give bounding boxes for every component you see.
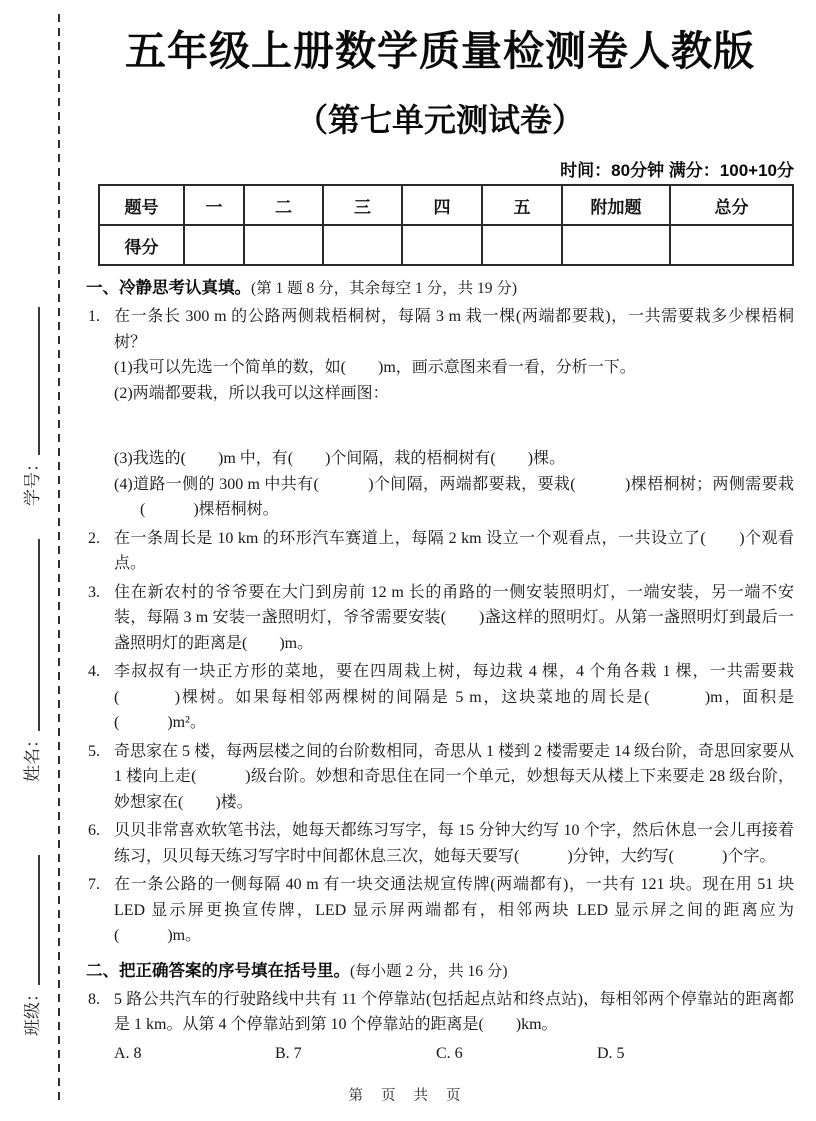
question-8-text: 5 路公共汽车的行驶路线中共有 11 个停靠站(包括起点站和终点站)，每相邻两个停靠站的距离都是 1 km。从第 4 个停靠站到第 10 个停靠站的距离是( )km。 [114,990,794,1034]
score-cell [482,225,562,265]
section-1-title: 一、冷静思考认真填。 [86,279,251,298]
dashed-fold-line [58,14,60,1105]
question-6 [86,818,794,869]
question-3-number: 3. [88,583,100,601]
question-1-text: 在一条长 300 m 的公路两侧栽梧桐树，每隔 3 m 栽一棵(两端都要栽)，一共需要栽多少棵梧桐树？ [114,308,794,351]
question-7 [86,872,794,949]
question-1-part-2: (2)两端都要栽，所以我可以这样画图： [114,384,389,402]
section-2-title: 二、把正确答案的序号填在括号里。 [86,961,350,980]
score-table-header-row [99,185,793,225]
exam-meta: 时间：80分钟 满分：100+10分 [560,161,794,181]
page-footer: 第 页 共 页 [348,1088,468,1104]
score-cell [244,225,323,265]
question-8-options [86,1041,794,1066]
score-table-score-row [99,225,793,265]
question-8-option-b: B. 7 [275,1044,302,1062]
question-1 [86,304,794,523]
score-table-header-cell: 一 [184,185,244,225]
question-3 [86,580,794,657]
question-1-part-4: (4)道路一侧的 300 m 中共有( )个间隔，两端都要栽，要栽( )棵梧桐树；两侧需要栽( )棵梧桐树。 [114,475,794,519]
question-3-text: 住在新农村的爷爷要在大门到房前 12 m 长的甬路的一侧安装照明灯，一端安装，另一端不安装，每隔 3 m 安装一盏照明灯，爷爷需要安装( )盏这样的照明灯。从第一盏照明灯到最后一盏照明灯的距离是( )m。 [114,583,794,652]
score-cell [402,225,482,265]
score-row-label: 得分 [99,225,184,265]
question-6-number: 6. [88,822,100,840]
section-1-header [86,275,794,301]
main-content [86,28,794,1066]
drawing-space [114,406,794,446]
question-1-part-3: (3)我选的( )m 中，有( )个间隔，栽的梧桐树有( )棵。 [114,450,566,468]
question-1-number: 1. [88,308,100,326]
question-8 [86,987,794,1038]
question-7-number: 7. [88,876,100,894]
score-table-header-cell: 四 [402,185,482,225]
question-2-number: 2. [88,529,100,547]
class-field [18,855,43,1036]
score-table-header-cell: 五 [482,185,562,225]
question-5-text: 奇思家在 5 楼，每两层楼之间的台阶数相同，奇思从 1 楼到 2 楼需要走 14 级台阶，奇思回家要从 1 楼向上走( )级台阶。妙想和奇思住在同一个单元，妙想每天从楼上下来要走 28 级台阶，妙想家在( )楼。 [114,742,795,811]
score-cell [184,225,244,265]
score-table-header-cell: 二 [244,185,323,225]
page-title: 五年级上册数学质量检测卷人教版 [125,28,755,74]
question-5-number: 5. [88,742,100,760]
question-1-part-1: (1)我可以先选一个简单的数，如( )m，画示意图来看一看，分析一下。 [114,359,636,377]
question-8-number: 8. [88,990,100,1008]
question-8-option-a: A. 8 [114,1044,142,1062]
score-cell [562,225,670,265]
question-5 [86,739,794,816]
student-name-blank-line [37,539,40,731]
question-4-text: 李叔叔有一块正方形的菜地，要在四周栽上树，每边栽 4 棵，4 个角各栽 1 棵，一共需要栽( )棵树。如果每相邻两棵树的间隔是 5 m，这块菜地的周长是( )m，面积是( )m²。 [114,663,794,732]
student-name-label: 姓名： [23,731,42,782]
question-7-text: 在一条公路的一侧每隔 40 m 有一块交通法规宣传牌(两端都有)，一共有 121 块。现在用 51 块 LED 显示屏更换宣传牌，LED 显示屏两端都有，相邻两块 LED 显示屏之间的距离应为( )m。 [114,876,794,945]
student-name-field [18,539,43,782]
score-table-header-cell: 总分 [670,185,793,225]
score-table [98,184,794,266]
question-2 [86,526,794,577]
question-6-text: 贝贝非常喜欢软笔书法，她每天都练习写字，每 15 分钟大约写 10 个字，然后休息一会儿再接着练习，贝贝每天练习写字时中间都休息三次，她每天要写( )分钟，大约写( )个字。 [114,822,794,865]
section-1-note: (第 1 题 8 分，其余每空 1 分，共 19 分) [251,280,518,298]
question-8-option-d: D. 5 [597,1044,625,1062]
score-table-header-cell: 题号 [99,185,184,225]
student-id-blank-line [37,307,40,455]
section-2-header [86,958,794,984]
question-2-text: 在一条周长是 10 km 的环形汽车赛道上，每隔 2 km 设立一个观看点，一共设立了( )个观看点。 [114,529,794,573]
score-table-header-cell: 附加题 [562,185,670,225]
class-label: 班级： [23,985,42,1036]
score-cell [670,225,793,265]
question-4-number: 4. [88,663,100,681]
student-id-field [18,307,43,506]
section-2-note: (每小题 2 分，共 16 分) [350,962,508,980]
question-4 [86,659,794,736]
score-cell [323,225,402,265]
class-blank-line [37,855,40,985]
question-8-option-c: C. 6 [436,1044,463,1062]
student-id-label: 学号： [23,455,42,506]
page-subtitle: （第七单元测试卷） [295,102,584,139]
score-table-header-cell: 三 [323,185,402,225]
